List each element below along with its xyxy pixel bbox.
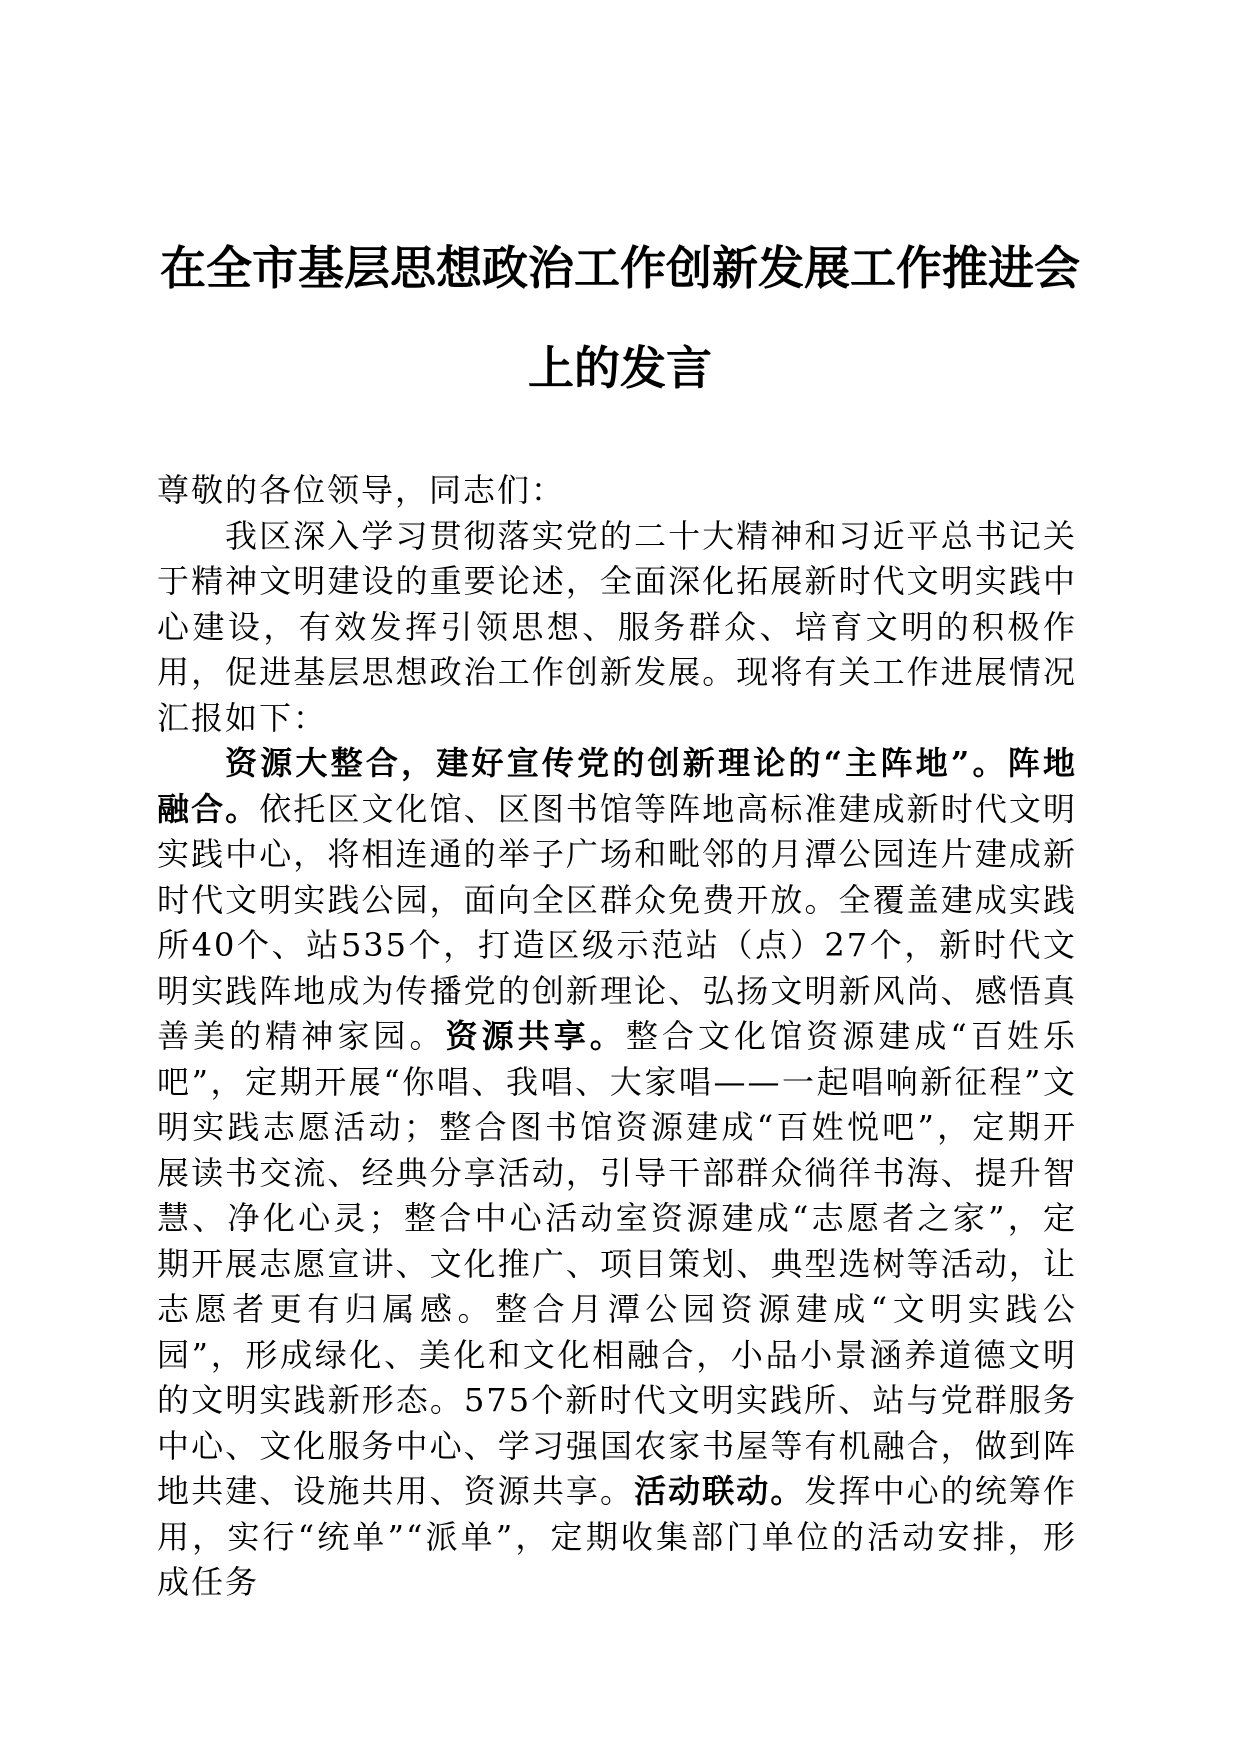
- resource-sharing-text: 整合文化馆资源建成“百姓乐吧”，定期开展“你唱、我唱、大家唱——一起唱响新征程”文明实践志愿活动；整合图书馆资源建成“百姓悦吧”，定期开展读书交流、经典分享活动，引导干部群众徜徉书海、提升智慧、净化心灵；整合中心活动室资源建成“志愿者之家”，定期开展志愿宣讲、文化推广、项目策划、典型选树等活动，让志愿者更有归属感。整合月潭公园资源建成“文明实践公园”，形成绿化、美化和文化相融合，小品小景涵养道德文明的文明实践新形态。575个新时代文明实践所、站与党群服务中心、文化服务中心、学习强国农家书屋等有机融合，做到阵地共建、设施共用、资源共享。: [157, 1017, 1077, 1510]
- salutation: 尊敬的各位领导，同志们：: [157, 471, 566, 509]
- section-1-paragraph: [157, 741, 1077, 1606]
- subheading-activity-linkage: 活动联动。: [634, 1472, 805, 1510]
- section-1-heading: 资源大整合，建好宣传党的创新理论的“主阵地”。: [225, 744, 1008, 782]
- subheading-resource-sharing: 资源共享。: [445, 1017, 626, 1055]
- document-title: [150, 218, 1090, 418]
- subheading-position-integration: 阵地融合。: [157, 744, 1077, 828]
- activity-linkage-text: 发挥中心的统筹作用，实行“统单”“派单”，定期收集部门单位的活动安排，形成任务: [157, 1472, 1077, 1601]
- document-body: [157, 468, 1077, 1606]
- title-line-2: 上的发言: [528, 341, 712, 395]
- position-integration-text: 依托区文化馆、区图书馆等阵地高标准建成新时代文明实践中心，将相连通的举子广场和毗邻的月潭公园连片建成新时代文明实践公园，面向全区群众免费开放。全覆盖建成实践所40个、站535个，打造区级示范站（点）27个，新时代文明实践阵地成为传播党的创新理论、弘扬文明新风尚、感悟真善美的精神家园。: [157, 789, 1077, 1055]
- title-line-1: 在全市基层思想政治工作创新发展工作推进会: [160, 241, 1080, 295]
- intro-paragraph: 我区深入学习贯彻落实党的二十大精神和习近平总书记关于精神文明建设的重要论述，全面深化拓展新时代文明实践中心建设，有效发挥引领思想、服务群众、培育文明的积极作用，促进基层思想政治工作创新发展。现将有关工作进展情况汇报如下：: [157, 516, 1077, 737]
